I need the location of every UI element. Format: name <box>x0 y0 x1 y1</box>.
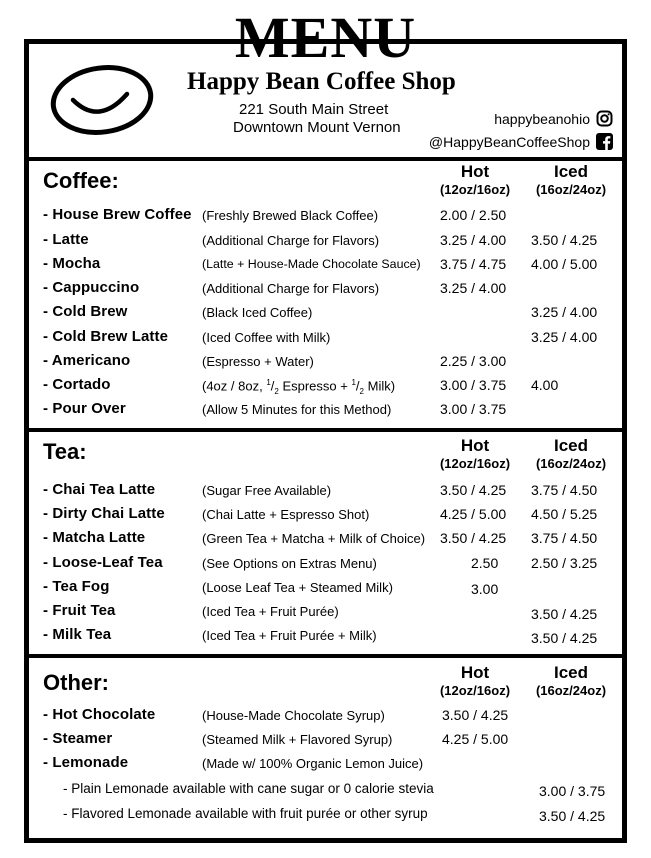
lemonade-note-flavored-price: 3.50 / 4.25 <box>539 808 606 824</box>
hot-label: Hot <box>460 436 490 455</box>
tea-hot-header <box>427 437 523 470</box>
item-name: - House Brew Coffee <box>43 206 192 223</box>
item-iced-price: 3.50 / 4.25 <box>531 232 598 248</box>
item-iced-price: 4.00 <box>531 377 559 393</box>
item-desc: (Chai Latte + Espresso Shot) <box>202 507 370 522</box>
section-title-coffee: Coffee: <box>43 168 119 193</box>
tea-other-divider <box>29 654 622 658</box>
desc-part: (4oz / 8oz, <box>202 378 267 394</box>
fraction-denominator: 2 <box>359 386 364 396</box>
menu-title: MENU <box>0 6 651 70</box>
item-hot-price: 2.00 / 2.50 <box>440 207 507 223</box>
item-name: - Lemonade <box>43 754 129 771</box>
item-name: - Mocha <box>43 255 101 272</box>
item-hot-price: 3.50 / 4.25 <box>440 482 507 498</box>
item-iced-price: 3.75 / 4.50 <box>531 482 598 498</box>
menu-item-fruit-tea <box>43 600 613 624</box>
menu-item-chai-tea-latte <box>43 479 613 503</box>
item-desc: (Made w/ 100% Organic Lemon Juice) <box>202 756 424 771</box>
iced-sizes: (16oz/24oz) <box>535 182 607 197</box>
instagram-icon <box>596 110 613 127</box>
menu-item-mocha <box>43 253 613 277</box>
menu-item-lemonade <box>43 752 613 776</box>
item-name: - Cortado <box>43 376 111 393</box>
address-line-2: Downtown Mount Vernon <box>233 119 401 136</box>
iced-sizes: (16oz/24oz) <box>535 456 607 471</box>
item-iced-price: 3.50 / 4.25 <box>531 606 598 622</box>
item-desc: (Sugar Free Available) <box>202 483 332 498</box>
item-hot-price: 3.25 / 4.00 <box>440 232 507 248</box>
menu-item-tea-fog <box>43 576 613 600</box>
address-line-1: 221 South Main Street <box>239 101 389 118</box>
item-name: - Steamer <box>43 730 113 747</box>
item-name: - Matcha Latte <box>43 529 146 546</box>
menu-item-cortado <box>43 374 613 398</box>
item-desc: (Espresso + Water) <box>202 354 314 369</box>
desc-part: Espresso + <box>278 378 352 394</box>
item-desc: (Iced Tea + Fruit Purée) <box>202 604 339 619</box>
menu-item-pour-over <box>43 398 613 422</box>
menu-item-milk-tea <box>43 624 613 648</box>
menu-item-loose-leaf-tea <box>43 552 613 576</box>
item-desc: (4oz / 8oz, $^1/_2$ Espresso + $^1/_2$ Milk) <box>202 378 396 396</box>
item-desc: (House-Made Chocolate Syrup) <box>202 708 385 723</box>
hot-sizes: (12oz/16oz) <box>439 456 511 471</box>
hot-label: Hot <box>460 663 490 682</box>
desc-part: Milk) <box>364 378 396 394</box>
fraction-numerator: 1 <box>266 378 271 387</box>
facebook-icon <box>596 133 613 150</box>
item-desc: (Loose Leaf Tea + Steamed Milk) <box>202 580 393 595</box>
item-name: - Cold Brew <box>43 303 128 320</box>
item-iced-price: 3.25 / 4.00 <box>531 304 598 320</box>
menu-item-cappuccino <box>43 277 613 301</box>
shop-name: Happy Bean Coffee Shop <box>187 68 456 95</box>
other-hot-header <box>427 664 523 697</box>
other-iced-header <box>523 664 619 697</box>
hot-sizes: (12oz/16oz) <box>439 182 511 197</box>
item-desc: (Black Iced Coffee) <box>202 305 313 320</box>
menu-frame <box>24 39 627 843</box>
item-desc: (See Options on Extras Menu) <box>202 556 377 571</box>
item-hot-price: 4.25 / 5.00 <box>440 506 507 522</box>
item-desc: (Steamed Milk + Flavored Syrup) <box>202 732 393 747</box>
item-name: - Cappuccino <box>43 279 140 296</box>
menu-item-matcha-latte <box>43 527 613 551</box>
fraction-denominator: 2 <box>274 386 279 396</box>
iced-label: Iced <box>553 436 589 455</box>
hot-sizes: (12oz/16oz) <box>439 683 511 698</box>
item-name: - Milk Tea <box>43 626 112 643</box>
item-iced-price: 3.75 / 4.50 <box>531 530 598 546</box>
item-hot-price: 3.50 / 4.25 <box>442 707 509 723</box>
item-iced-price: 4.00 / 5.00 <box>531 256 598 272</box>
item-name: - Chai Tea Latte <box>43 481 156 498</box>
facebook-handle[interactable] <box>429 133 613 150</box>
coffee-iced-header <box>523 163 619 196</box>
iced-label: Iced <box>553 162 589 181</box>
lemonade-note-plain-price: 3.00 / 3.75 <box>539 783 606 799</box>
item-iced-price: 4.50 / 5.25 <box>531 506 598 522</box>
instagram-handle[interactable] <box>494 110 613 127</box>
smiley-logo-icon <box>47 64 157 136</box>
hot-label: Hot <box>460 162 490 181</box>
item-desc: (Allow 5 Minutes for this Method) <box>202 402 392 417</box>
menu-item-steamer <box>43 728 613 752</box>
menu-item-house-brew <box>43 204 613 228</box>
item-name: - Pour Over <box>43 400 126 417</box>
menu-item-cold-brew <box>43 301 613 325</box>
fraction-numerator: 1 <box>351 378 356 387</box>
menu-item-cold-brew-latte <box>43 326 613 350</box>
item-name: - Fruit Tea <box>43 602 116 619</box>
item-desc: (Freshly Brewed Black Coffee) <box>202 208 379 223</box>
item-desc: (Iced Coffee with Milk) <box>202 330 331 345</box>
menu-item-americano <box>43 350 613 374</box>
facebook-label: @HappyBeanCoffeeShop <box>428 133 590 150</box>
item-name: - Cold Brew Latte <box>43 328 169 345</box>
item-name: - Tea Fog <box>43 578 110 595</box>
header-divider <box>29 157 622 161</box>
menu-item-hot-chocolate <box>43 704 613 728</box>
item-desc: (Latte + House-Made Chocolate Sauce) <box>202 257 421 271</box>
item-hot-price: 2.50 <box>471 555 499 571</box>
item-name: - Loose-Leaf Tea <box>43 554 163 571</box>
item-hot-price: 3.00 / 3.75 <box>440 401 507 417</box>
item-hot-price: 3.50 / 4.25 <box>440 530 507 546</box>
tea-iced-header <box>523 437 619 470</box>
item-iced-price: 3.25 / 4.00 <box>531 329 598 345</box>
item-name: - Americano <box>43 352 131 369</box>
item-hot-price: 3.75 / 4.75 <box>440 256 507 272</box>
item-desc: (Iced Tea + Fruit Purée + Milk) <box>202 628 377 643</box>
item-hot-price: 3.25 / 4.00 <box>440 280 507 296</box>
menu-item-latte <box>43 229 613 253</box>
item-desc: (Additional Charge for Flavors) <box>202 233 380 248</box>
iced-sizes: (16oz/24oz) <box>535 683 607 698</box>
lemonade-note-plain: - Plain Lemonade available with cane sugar or 0 calorie stevia <box>63 781 434 796</box>
menu-item-dirty-chai-latte <box>43 503 613 527</box>
item-name: - Hot Chocolate <box>43 706 156 723</box>
item-hot-price: 3.00 <box>471 581 499 597</box>
section-title-tea: Tea: <box>43 439 87 464</box>
item-name: - Dirty Chai Latte <box>43 505 165 522</box>
section-title-other: Other: <box>43 670 109 695</box>
item-iced-price: 2.50 / 3.25 <box>531 555 598 571</box>
lemonade-note-flavored: - Flavored Lemonade available with fruit purée or other syrup <box>63 806 428 821</box>
item-hot-price: 3.00 / 3.75 <box>440 377 507 393</box>
coffee-hot-header <box>427 163 523 196</box>
item-hot-price: 2.25 / 3.00 <box>440 353 507 369</box>
coffee-tea-divider <box>29 428 622 432</box>
item-name: - Latte <box>43 231 89 248</box>
instagram-label: happybeanohio <box>494 110 590 127</box>
item-hot-price: 4.25 / 5.00 <box>442 731 509 747</box>
item-iced-price: 3.50 / 4.25 <box>531 630 598 646</box>
item-desc: (Additional Charge for Flavors) <box>202 281 380 296</box>
iced-label: Iced <box>553 663 589 682</box>
item-desc: (Green Tea + Matcha + Milk of Choice) <box>202 531 426 546</box>
